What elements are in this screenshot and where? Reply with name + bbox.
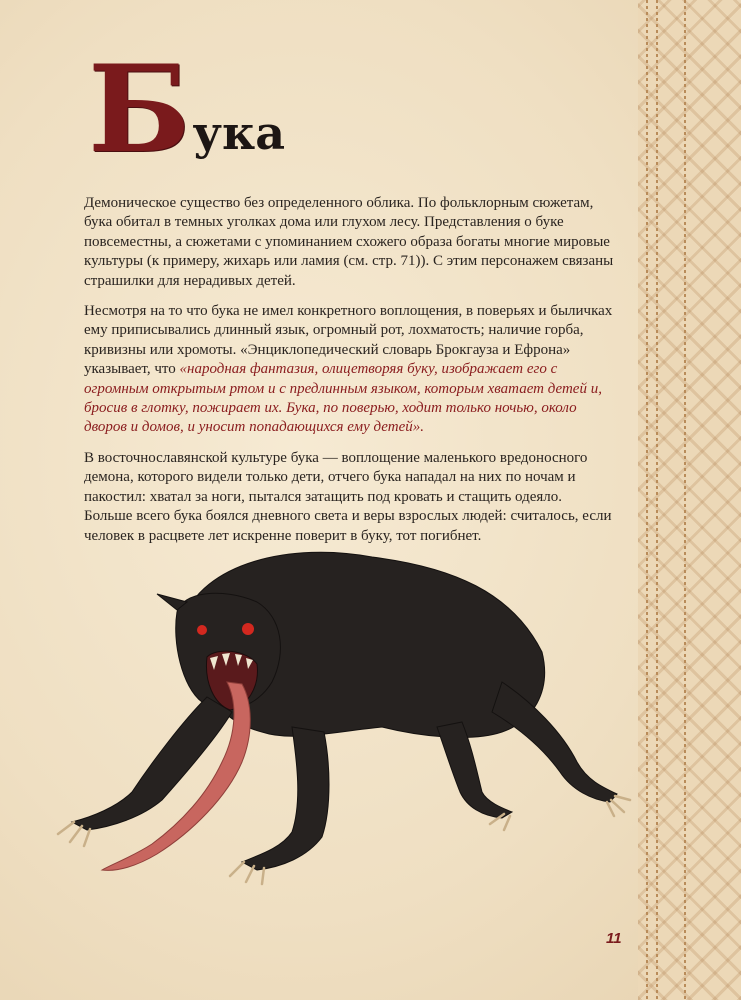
paragraph-2 <box>84 302 614 438</box>
article-text <box>84 194 614 557</box>
paragraph-2-text: Несмотря на то что бука не имел конкретного воплощения, в поверьях и быличках ему приписывались длинный язык, огромный рот, лохматость; наличие горба, кривизны или хромоты. «Энциклопедический словарь Брокгауза и Ефрона» указывает, что <box>84 303 613 378</box>
creature-leg-front-right <box>242 727 329 870</box>
paragraph-1: Демоническое существо без определенного облика. По фольклорным сюжетам, бука обитал в темных уголках дома или глухом лесу. Представления о буке повсеместны, а сюжетами с упоминанием схожего образа богаты многие мировые культуры (к примеру, жихарь или ламия (см. стр. 71)). С этим персонажем связаны страшилки для нерадивых детей. <box>84 195 614 289</box>
page-number: 11 <box>606 930 622 947</box>
ornamental-border <box>638 0 741 1000</box>
creature-leg-back-right <box>492 682 617 802</box>
paragraph-3: В восточнославянской культуре бука — воплощение маленького вредоносного демона, которого видели только дети, отчего бука нападал на них по ночам и пакостил: хватал за ноги, пытался затащить под кровать и стащить одеяло. Больше всего бука боялся дневного света и веры взрослых людей: считалось, если человек в расцвете лет искренне поверит в буку, тот погибнет. <box>84 449 612 544</box>
border-line <box>684 0 686 1000</box>
encyclopedia-quote: «народная фантазия, олицетворяя буку, изображает его с огромным открытым ртом и с предлинным языком, которым хватает детей и, бросив в глотку, пожирает их. Бука, по поверью, ходит только ночью, около дворов и домов, и уносит попадающихся ему детей». <box>84 361 602 436</box>
title-text: ука <box>192 106 286 160</box>
creature-eye-right <box>242 623 254 635</box>
border-line <box>646 0 648 1000</box>
border-line <box>656 0 658 1000</box>
creature-illustration <box>32 532 632 902</box>
drop-cap: Б <box>88 39 191 180</box>
creature-eye-left <box>197 625 207 635</box>
page-title <box>88 39 286 180</box>
